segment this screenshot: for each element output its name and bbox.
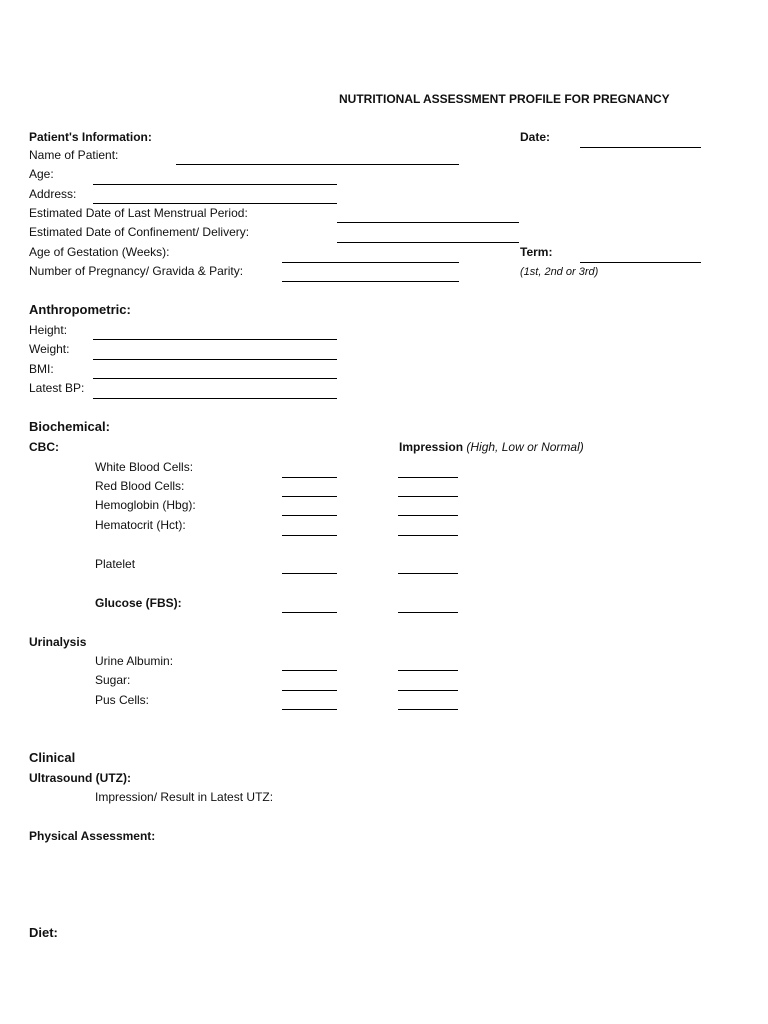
bmi-field[interactable] xyxy=(93,378,337,379)
edc-field[interactable] xyxy=(337,242,519,243)
rbc-label: Red Blood Cells: xyxy=(95,479,185,493)
clinical-heading: Clinical xyxy=(29,750,76,765)
wbc-impression-field[interactable] xyxy=(398,477,458,478)
platelet-value-field[interactable] xyxy=(282,573,337,574)
hgb-label: Hemoglobin (Hbg): xyxy=(95,498,196,512)
patient-name-field[interactable] xyxy=(176,164,459,165)
height-field[interactable] xyxy=(93,339,337,340)
weight-label: Weight: xyxy=(29,342,70,356)
sugar-label: Sugar: xyxy=(95,673,131,687)
wbc-value-field[interactable] xyxy=(282,477,337,478)
hct-value-field[interactable] xyxy=(282,535,337,536)
ultrasound-label: Ultrasound (UTZ): xyxy=(29,771,131,785)
impression-hint: (High, Low or Normal) xyxy=(466,440,584,454)
patient-name-label: Name of Patient: xyxy=(29,148,119,162)
bp-label: Latest BP: xyxy=(29,381,85,395)
height-label: Height: xyxy=(29,323,68,337)
term-field[interactable] xyxy=(580,262,701,263)
gravida-parity-label: Number of Pregnancy/ Gravida & Parity: xyxy=(29,264,244,278)
term-label: Term: xyxy=(520,245,553,259)
age-field[interactable] xyxy=(93,184,337,185)
sugar-value-field[interactable] xyxy=(282,690,337,691)
age-label: Age: xyxy=(29,167,54,181)
rbc-impression-field[interactable] xyxy=(398,496,458,497)
rbc-value-field[interactable] xyxy=(282,496,337,497)
urinalysis-label: Urinalysis xyxy=(29,635,87,649)
aog-label: Age of Gestation (Weeks): xyxy=(29,245,170,259)
utz-result-label: Impression/ Result in Latest UTZ: xyxy=(95,790,274,804)
biochemical-heading: Biochemical: xyxy=(29,419,110,434)
pus-cells-value-field[interactable] xyxy=(282,709,337,710)
lmp-label: Estimated Date of Last Menstrual Period: xyxy=(29,206,248,220)
sugar-impression-field[interactable] xyxy=(398,690,458,691)
impression-label: Impression xyxy=(399,440,464,454)
patient-info-heading: Patient's Information: xyxy=(29,130,152,144)
address-field[interactable] xyxy=(93,203,337,204)
cbc-label: CBC: xyxy=(29,440,59,454)
pus-cells-impression-field[interactable] xyxy=(398,709,458,710)
bmi-label: BMI: xyxy=(29,362,54,376)
weight-field[interactable] xyxy=(93,359,337,360)
glucose-label: Glucose (FBS): xyxy=(95,596,182,610)
hct-label: Hematocrit (Hct): xyxy=(95,518,186,532)
hgb-impression-field[interactable] xyxy=(398,515,458,516)
address-label: Address: xyxy=(29,187,77,201)
platelet-impression-field[interactable] xyxy=(398,573,458,574)
pus-cells-label: Pus Cells: xyxy=(95,693,150,707)
impression-header xyxy=(399,440,584,454)
hgb-value-field[interactable] xyxy=(282,515,337,516)
gravida-parity-field[interactable] xyxy=(282,281,459,282)
term-hint: (1st, 2nd or 3rd) xyxy=(520,266,599,278)
platelet-label: Platelet xyxy=(95,557,136,571)
date-label: Date: xyxy=(520,130,551,144)
lmp-field[interactable] xyxy=(337,222,519,223)
edc-label: Estimated Date of Confinement/ Delivery: xyxy=(29,225,250,239)
glucose-impression-field[interactable] xyxy=(398,612,458,613)
urine-albumin-label: Urine Albumin: xyxy=(95,654,174,668)
wbc-label: White Blood Cells: xyxy=(95,460,194,474)
hct-impression-field[interactable] xyxy=(398,535,458,536)
urine-albumin-value-field[interactable] xyxy=(282,670,337,671)
bp-field[interactable] xyxy=(93,398,337,399)
urine-albumin-impression-field[interactable] xyxy=(398,670,458,671)
glucose-value-field[interactable] xyxy=(282,612,337,613)
physical-assessment-label: Physical Assessment: xyxy=(29,829,156,843)
diet-heading: Diet: xyxy=(29,925,58,940)
anthropometric-heading: Anthropometric: xyxy=(29,302,131,317)
page-title: NUTRITIONAL ASSESSMENT PROFILE FOR PREGNANCY xyxy=(339,92,670,106)
aog-field[interactable] xyxy=(282,262,459,263)
date-field[interactable] xyxy=(580,147,701,148)
